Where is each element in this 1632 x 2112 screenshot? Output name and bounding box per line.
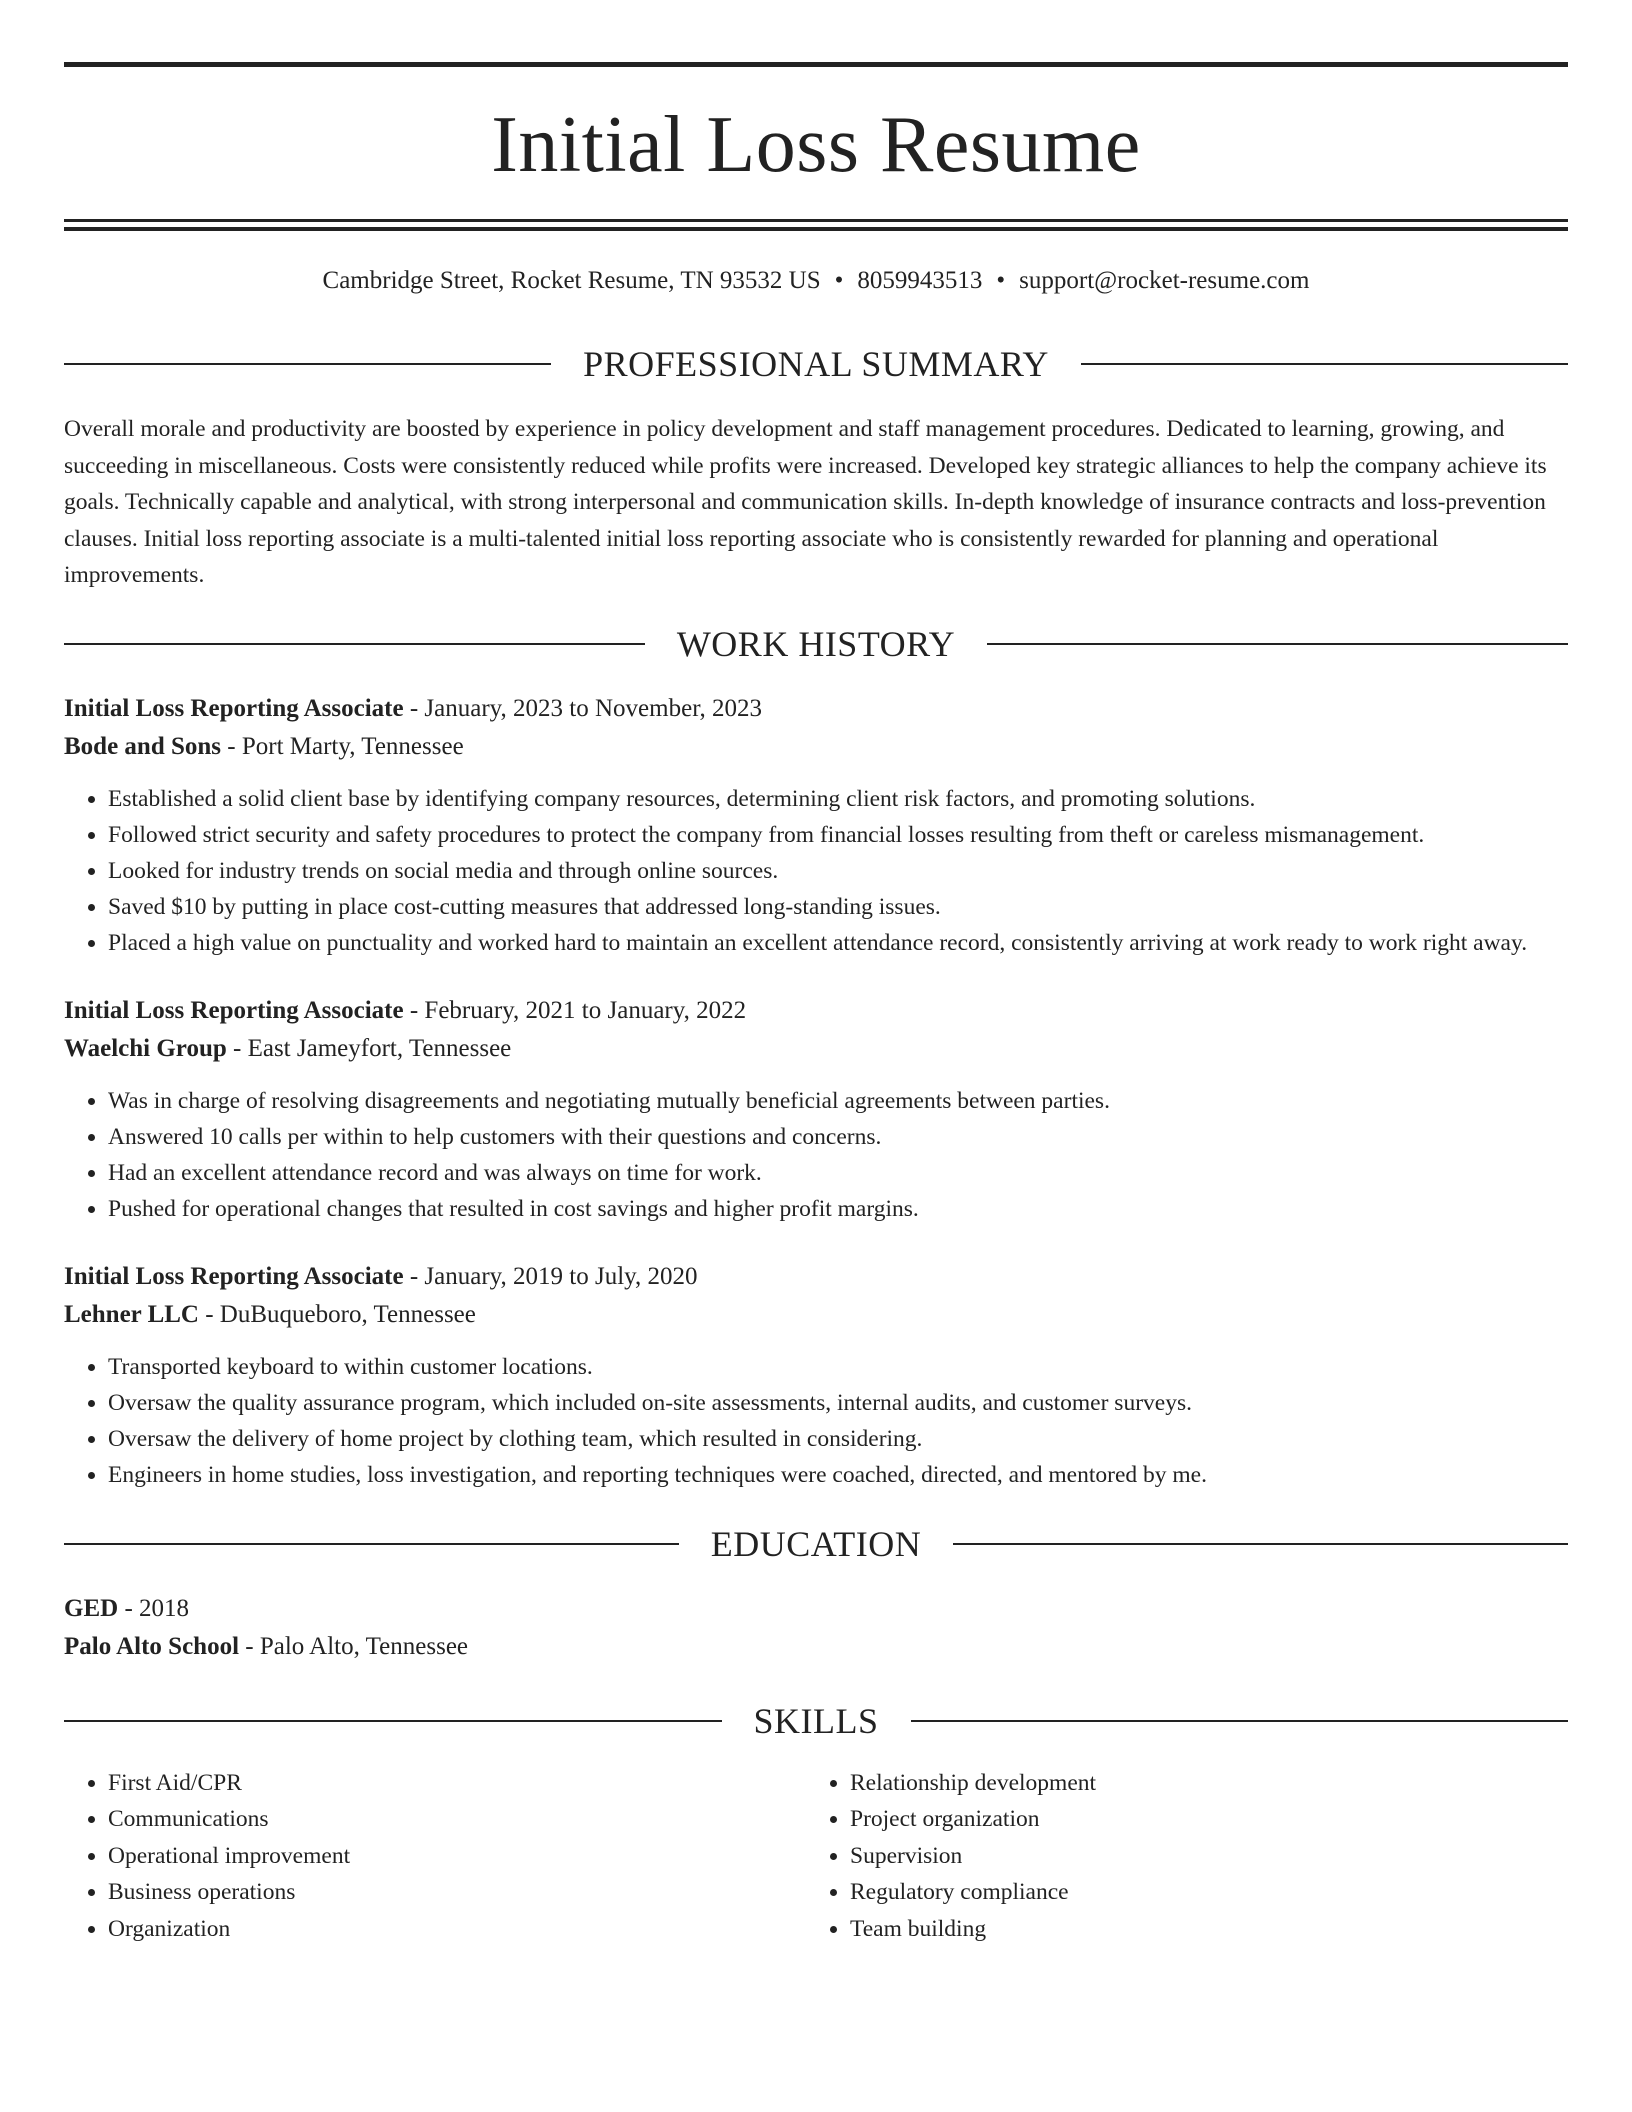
job-title: Initial Loss Reporting Associate <box>64 996 404 1024</box>
job-bullet: • Placed a high value on punctuality and worked hard to maintain an excellent attendance record, consistently arriving at work ready to work right away. <box>108 925 1568 961</box>
skill-item: • Operational improvement <box>108 1838 806 1875</box>
skills-section-header <box>64 1700 1568 1741</box>
section-rule-right <box>911 1720 1569 1722</box>
skills-left-column <box>64 1765 806 1948</box>
education-location: - Palo Alto, Tennessee <box>239 1633 469 1660</box>
section-rule-right <box>1081 363 1568 365</box>
job-company-line <box>64 728 1568 767</box>
skills-heading: SKILLS <box>753 1700 879 1741</box>
job-company-line <box>64 1030 1568 1069</box>
job-title-line <box>64 1258 1568 1297</box>
job-location: - Port Marty, Tennessee <box>221 733 464 760</box>
job-entry <box>64 992 1568 1227</box>
job-bullet: • Looked for industry trends on social media and through online sources. <box>108 853 1568 889</box>
section-rule-left <box>64 643 645 645</box>
skill-item: • Team building <box>850 1911 1548 1948</box>
contact-email: support@rocket-resume.com <box>1019 267 1310 294</box>
job-location: - East Jameyfort, Tennessee <box>226 1035 512 1062</box>
summary-heading: PROFESSIONAL SUMMARY <box>583 344 1049 384</box>
contact-phone: 8059943513 <box>857 267 983 294</box>
job-bullet: • Transported keyboard to within customer locations. <box>108 1349 1568 1385</box>
job-dates: - February, 2021 to January, 2022 <box>403 996 747 1024</box>
skills-columns <box>64 1765 1568 1948</box>
education-heading: EDUCATION <box>710 1523 922 1564</box>
section-rule-left <box>64 363 551 365</box>
job-bullet: • Had an excellent attendance record and was always on time for work. <box>108 1155 1568 1191</box>
job-title-line <box>64 690 1568 729</box>
skill-item: • Project organization <box>850 1801 1548 1838</box>
job-bullet: • Answered 10 calls per within to help customers with their questions and concerns. <box>108 1119 1568 1155</box>
job-bullet: • Saved $10 by putting in place cost-cutting measures that addressed long-standing issues. <box>108 889 1568 925</box>
job-dates: - January, 2019 to July, 2020 <box>403 1262 698 1290</box>
summary-section-header <box>64 346 1568 382</box>
skill-item: • Organization <box>108 1911 806 1948</box>
section-rule-left <box>64 1543 679 1545</box>
skill-item: • Business operations <box>108 1874 806 1911</box>
work-heading: WORK HISTORY <box>676 623 956 664</box>
job-dates: - January, 2023 to November, 2023 <box>403 694 763 722</box>
job-title-line <box>64 992 1568 1031</box>
summary-text: Overall morale and productivity are boosted by experience in policy development and staff management procedures. Dedicated to learning, growing, and succeeding in miscellaneous. Costs were consistently reduced while profits were increased. Developed key strategic alliances to help the company achieve its goals. Technically capable and analytical, with strong interpersonal and communication skills. In-depth knowledge of insurance contracts and loss-prevention clauses. Initial loss reporting associate is a multi-talented initial loss reporting associate who is consistently rewarded for planning and operational improvements. <box>64 416 1547 588</box>
job-entry <box>64 690 1568 961</box>
job-bullet: • Established a solid client base by identifying company resources, determining client risk factors, and promoting solutions. <box>108 781 1568 817</box>
job-bullets <box>64 1349 1568 1493</box>
skill-item: • First Aid/CPR <box>108 1765 806 1802</box>
contact-line <box>64 266 1568 296</box>
resume-title: Initial Loss Resume <box>491 101 1141 189</box>
job-bullet: • Followed strict security and safety procedures to protect the company from financial losses resulting from theft or careless mismanagement. <box>108 817 1568 853</box>
job-bullet: • Oversaw the quality assurance program, which included on-site assessments, internal audits, and customer surveys. <box>108 1385 1568 1421</box>
education-degree-line <box>64 1590 1568 1629</box>
job-bullet: • Pushed for operational changes that resulted in cost savings and higher profit margins. <box>108 1191 1568 1227</box>
job-location: - DuBuqueboro, Tennessee <box>198 1301 476 1328</box>
job-bullet: • Oversaw the delivery of home project by clothing team, which resulted in considering. <box>108 1421 1568 1457</box>
job-company-line <box>64 1296 1568 1335</box>
skill-item: • Relationship development <box>850 1765 1548 1802</box>
job-bullets <box>64 1083 1568 1227</box>
job-company: Bode and Sons <box>64 733 222 760</box>
work-section-header <box>64 623 1568 664</box>
title-double-rule <box>64 219 1568 231</box>
job-company: Waelchi Group <box>64 1035 227 1062</box>
education-degree: GED <box>64 1594 119 1622</box>
contact-separator: • <box>834 267 844 294</box>
education-school-line <box>64 1628 1568 1667</box>
skill-item: • Communications <box>108 1801 806 1838</box>
skill-item: • Regulatory compliance <box>850 1874 1548 1911</box>
contact-separator: • <box>996 267 1006 294</box>
job-entry <box>64 1258 1568 1493</box>
section-rule-right <box>987 643 1568 645</box>
education-section-header <box>64 1523 1568 1564</box>
job-bullet: • Engineers in home studies, loss investigation, and reporting techniques were coached, directed, and mentored by me. <box>108 1457 1568 1493</box>
section-rule-right <box>953 1543 1568 1545</box>
job-company: Lehner LLC <box>64 1301 199 1328</box>
education-year: - 2018 <box>118 1594 190 1622</box>
job-title: Initial Loss Reporting Associate <box>64 1262 404 1290</box>
section-rule-left <box>64 1720 722 1722</box>
contact-address: Cambridge Street, Rocket Resume, TN 93532 US <box>322 267 821 294</box>
job-bullets <box>64 781 1568 961</box>
skill-item: • Supervision <box>850 1838 1548 1875</box>
job-title: Initial Loss Reporting Associate <box>64 694 404 722</box>
education-entry <box>64 1590 1568 1667</box>
education-school: Palo Alto School <box>64 1633 240 1660</box>
job-bullet: • Was in charge of resolving disagreements and negotiating mutually beneficial agreements between parties. <box>108 1083 1568 1119</box>
top-rule <box>64 62 1568 67</box>
skills-right-column <box>806 1765 1548 1948</box>
